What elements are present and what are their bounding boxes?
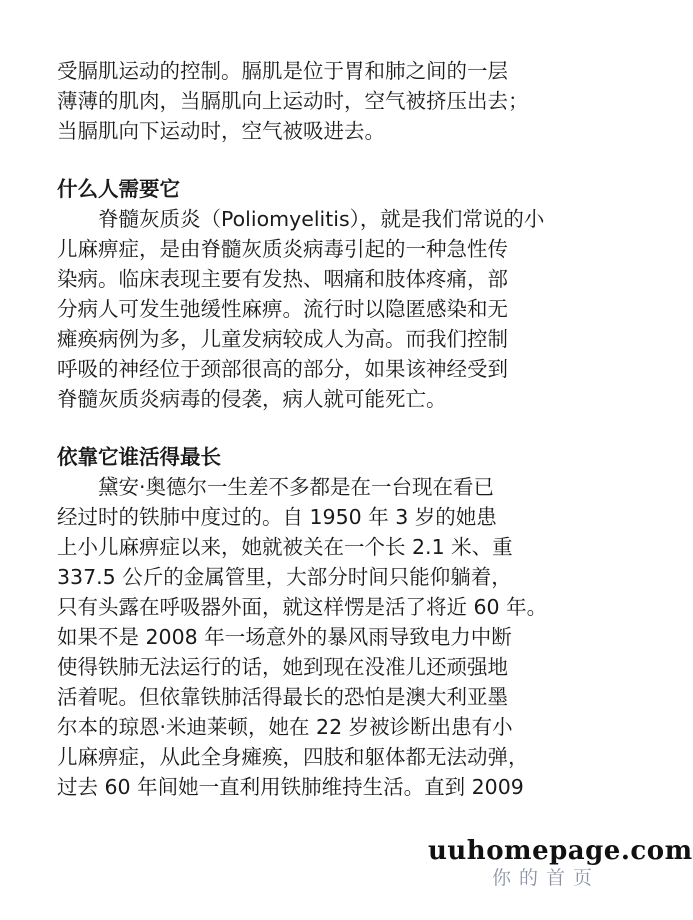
body-line: 尔本的琼恩·米迪莱顿，她在 22 岁被诊断出患有小	[57, 715, 513, 739]
body-line: 分病人可发生弛缓性麻痹。流行时以隐匿感染和无	[57, 297, 508, 321]
body-line: 如果不是 2008 年一场意外的暴风雨导致电力中断	[57, 625, 512, 649]
body-line: 染病。临床表现主要有发热、咽痛和肢体疼痛，部	[57, 267, 508, 291]
body-line: 337.5 公斤的金属管里，大部分时间只能仰躺着，	[57, 565, 512, 589]
watermark-subtitle: 你的首页	[491, 867, 600, 889]
intro-line: 薄薄的肌肉，当膈肌向上运动时，空气被挤压出去；	[57, 89, 529, 113]
paragraph-gap	[57, 414, 597, 442]
body-line: 过去 60 年间她一直利用铁肺维持生活。直到 2009	[57, 775, 524, 799]
section-heading: 依靠它谁活得最长	[57, 445, 221, 469]
body-line: 经过时的铁肺中度过的。自 1950 年 3 岁的她患	[57, 505, 497, 529]
body-line: 儿麻痹症，是由脊髓灰质炎病毒引起的一种急性传	[57, 237, 508, 261]
body-line: 只有头露在呼吸器外面，就这样愣是活了将近 60 年。	[57, 595, 548, 619]
watermark-domain: uuhomepage.com	[428, 836, 693, 866]
body-line: 使得铁肺无法运行的话，她到现在没准儿还顽强地	[57, 655, 508, 679]
body-line: 上小儿麻痹症以来，她就被关在一个长 2.1 米、重	[57, 535, 513, 559]
section-heading: 什么人需要它	[57, 177, 180, 201]
body-line: 脊髓灰质炎（Poliomyelitis），就是我们常说的小	[98, 207, 545, 231]
body-line: 瘫痪病例为多，儿童发病较成人为高。而我们控制	[57, 327, 508, 351]
body-line: 脊髓灰质炎病毒的侵袭，病人就可能死亡。	[57, 387, 447, 411]
document-page	[57, 56, 597, 802]
body-line: 活着呢。但依靠铁肺活得最长的恐怕是澳大利亚墨	[57, 685, 508, 709]
intro-line: 当膈肌向下运动时，空气被吸进去。	[57, 119, 385, 143]
body-line: 儿麻痹症，从此全身瘫痪，四肢和躯体都无法动弹，	[57, 745, 529, 769]
site-watermark	[428, 836, 693, 890]
body-line: 呼吸的神经位于颈部很高的部分，如果该神经受到	[57, 357, 508, 381]
body-line: 黛安·奥德尔一生差不多都是在一台现在看已	[98, 475, 495, 499]
intro-line: 受膈肌运动的控制。膈肌是位于胃和肺之间的一层	[57, 59, 508, 83]
paragraph-gap	[57, 146, 597, 174]
